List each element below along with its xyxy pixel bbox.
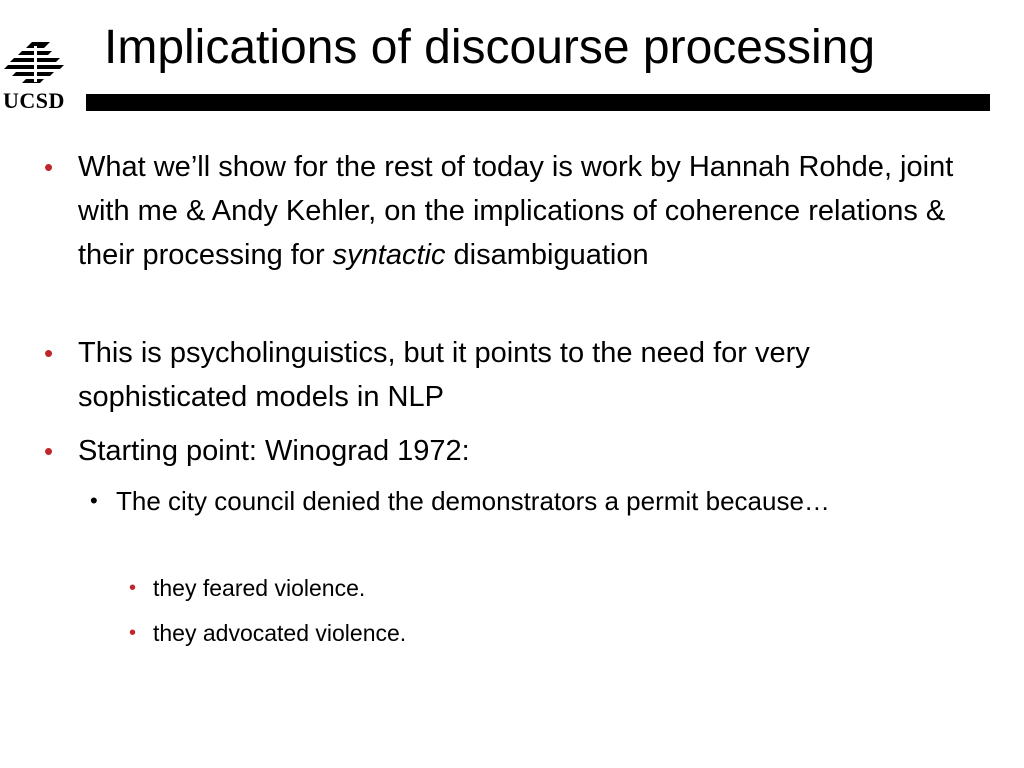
bullet-dot-icon: • xyxy=(44,338,54,368)
bullet-dot-icon: • xyxy=(44,436,54,466)
bullet-text: This is psycholinguistics, but it points to the need for very sophisticated models in NLP xyxy=(78,337,810,413)
bullet-text-italic: syntactic xyxy=(332,239,446,271)
bullet-item xyxy=(44,331,968,419)
bullet-item xyxy=(44,429,968,473)
sub-bullet-text: The city council denied the demonstrators a permit because… xyxy=(116,486,830,516)
bullet-dot-icon: • xyxy=(44,152,54,182)
page-title: Implications of discourse processing xyxy=(104,21,876,74)
bullet-text-after: disambiguation xyxy=(445,239,649,271)
sub-sub-bullet-item xyxy=(129,615,853,651)
bullet-text: Starting point: Winograd 1972: xyxy=(78,435,470,467)
sub-sub-bullet-item xyxy=(129,570,853,606)
sub-sub-bullet-text: they advocated violence. xyxy=(153,620,407,646)
bullet-text-before: What we’ll show for the rest of today is work by Hannah Rohde, joint with me & Andy Kehler, on the implications of coherence relations & their processing for xyxy=(78,151,954,271)
sub-sub-bullet-dot-icon: • xyxy=(129,577,137,599)
bullet-item xyxy=(44,145,968,277)
ucsd-logo-text: UCSD xyxy=(3,88,65,113)
sub-bullet-dot-icon: • xyxy=(90,488,98,513)
sub-bullet-item xyxy=(90,481,936,521)
sub-sub-bullet-dot-icon: • xyxy=(129,622,137,644)
sub-sub-bullet-text: they feared violence. xyxy=(153,575,366,601)
